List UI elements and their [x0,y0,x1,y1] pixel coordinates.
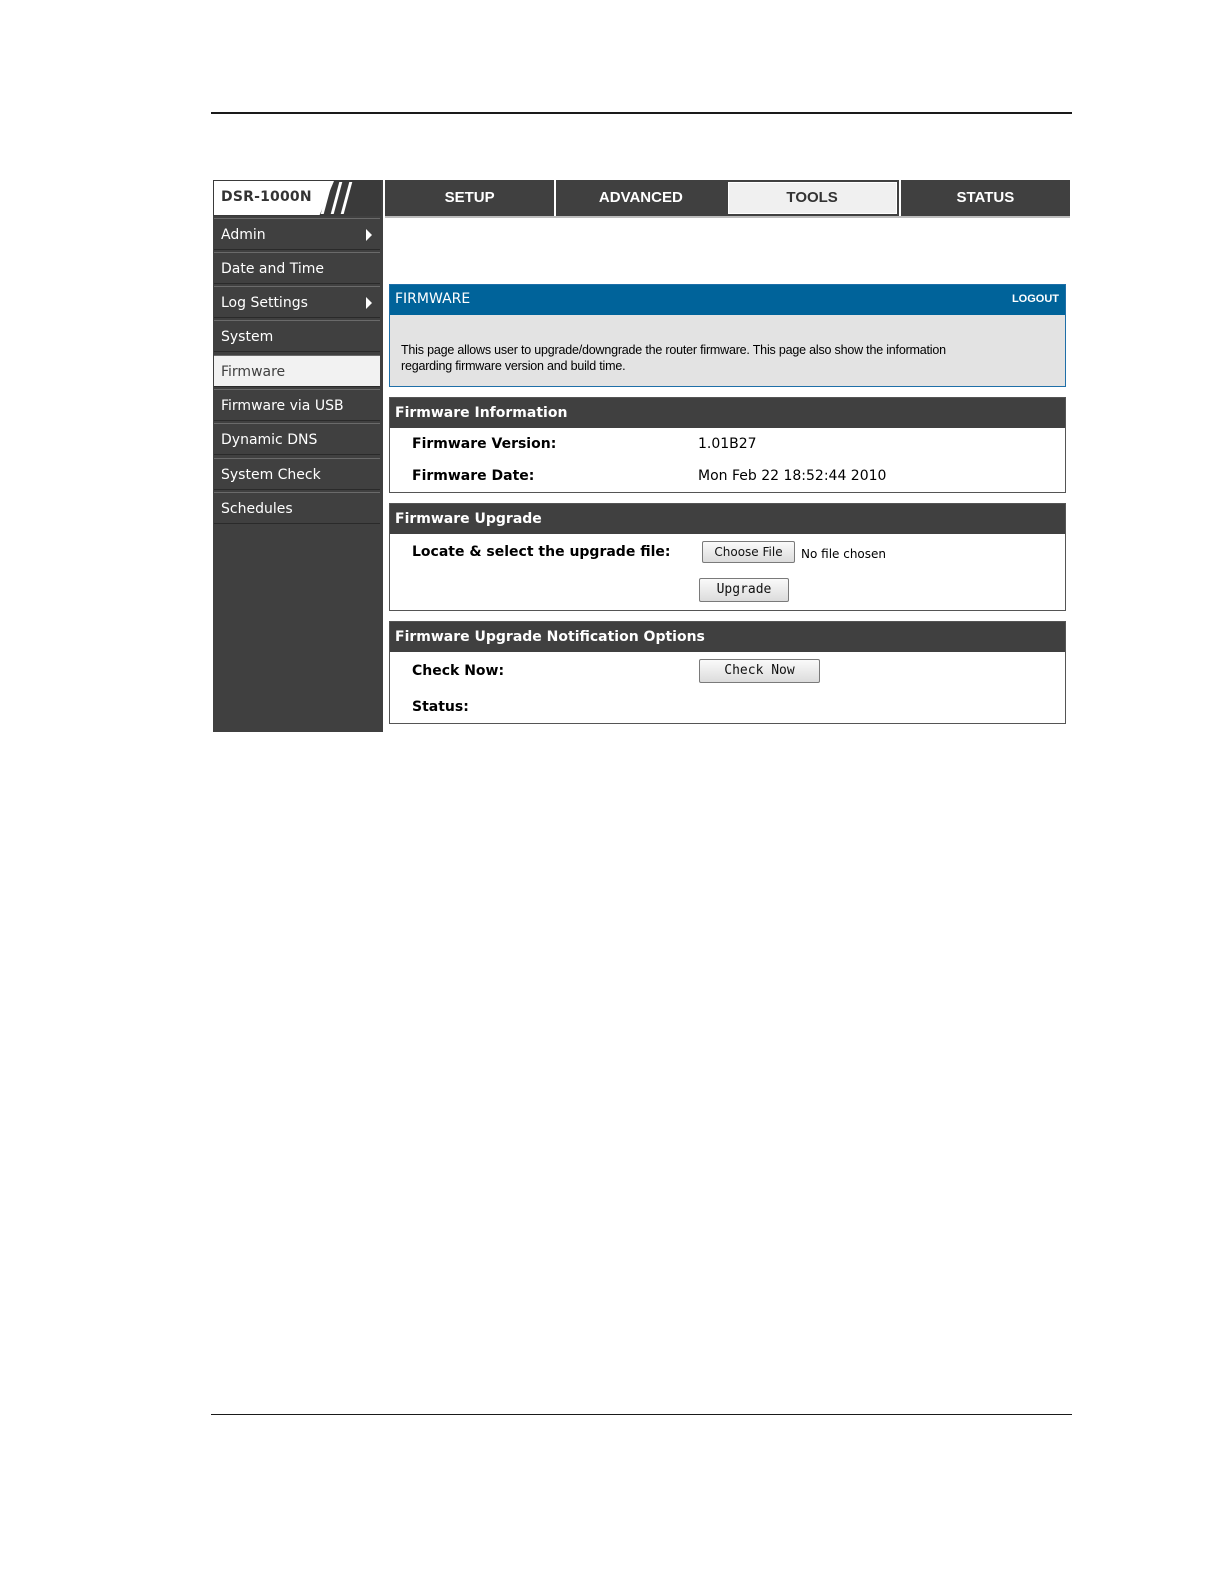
sidebar-item-label: Firmware [221,364,286,380]
sidebar-item-label: System Check [221,467,321,483]
content-divider [385,216,1070,218]
upgrade-button[interactable]: Upgrade [699,578,789,602]
sidebar-item-system[interactable] [214,320,380,352]
logo [213,180,381,216]
chevron-right-icon [366,297,372,309]
check-now-button[interactable]: Check Now [699,659,820,683]
section-title: Firmware Information [390,398,1065,428]
tab-status[interactable]: STATUS [899,180,1070,216]
logo-slash-icon [331,182,343,214]
sidebar-item-system-check[interactable] [214,458,380,490]
sidebar-item-label: Dynamic DNS [221,432,318,448]
firmware-date-value: Mon Feb 22 18:52:44 2010 [698,468,887,484]
page-bottom-rule [211,1414,1072,1415]
sidebar-item-firmware-via-usb[interactable] [214,389,380,421]
sidebar-item-label: System [221,329,274,345]
firmware-information-section [389,397,1066,493]
tab-advanced[interactable]: ADVANCED [554,180,725,216]
file-chosen-status: No file chosen [801,547,887,561]
sidebar-item-dynamic-dns[interactable] [214,423,380,455]
page-top-rule [211,112,1072,114]
firmware-panel [389,284,1066,387]
sidebar-item-schedules[interactable] [214,492,380,524]
logo-slash-icon [341,182,353,214]
upgrade-file-label: Locate & select the upgrade file: [412,544,671,560]
main-tabs [383,180,1070,216]
sidebar-item-date-and-time[interactable] [214,252,380,284]
section-title: Firmware Upgrade [390,504,1065,534]
top-nav-bar [213,180,1070,216]
logout-link[interactable]: LOGOUT [1011,293,1059,305]
check-now-label: Check Now: [412,663,505,679]
firmware-date-label: Firmware Date: [412,468,535,484]
sidebar-item-log-settings[interactable] [214,286,380,318]
firmware-version-label: Firmware Version: [412,436,557,452]
tab-setup[interactable]: SETUP [383,180,554,216]
tab-tools[interactable]: TOOLS [726,180,899,216]
sidebar-item-admin[interactable] [214,218,380,250]
sidebar-item-label: Firmware via USB [221,398,344,414]
section-title: Firmware Upgrade Notification Options [390,622,1065,652]
sidebar [213,216,383,732]
firmware-panel-header [390,285,1065,315]
status-label: Status: [412,699,469,715]
sidebar-item-label: Log Settings [221,295,308,311]
page-description: This page allows user to upgrade/downgrade the router firmware. This page also show the information regarding firmware version and build time. [401,343,946,373]
choose-file-button[interactable]: Choose File [702,541,795,563]
sidebar-item-label: Schedules [221,501,293,517]
firmware-version-value: 1.01B27 [698,436,757,452]
chevron-right-icon [366,229,372,241]
sidebar-item-label: Date and Time [221,261,324,277]
firmware-upgrade-section [389,503,1066,611]
sidebar-item-firmware[interactable] [214,355,380,387]
notification-options-section [389,621,1066,724]
sidebar-item-label: Admin [221,227,266,243]
device-model: DSR-1000N [221,189,312,205]
page-title: FIRMWARE [395,291,471,307]
